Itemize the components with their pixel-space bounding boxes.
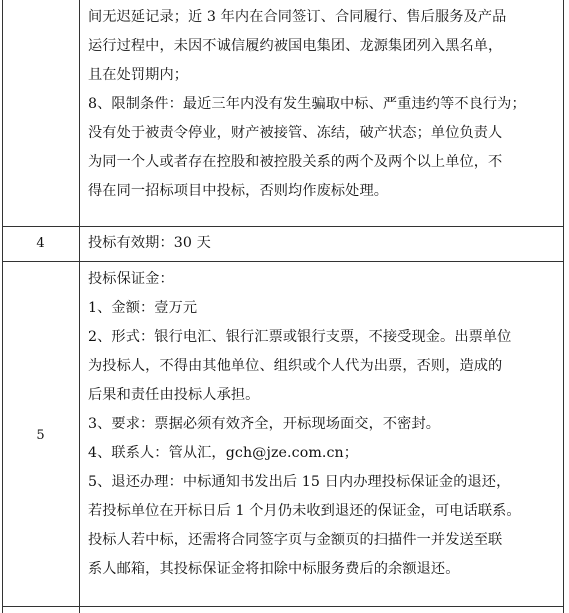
- table-row-content: [88, 3, 560, 206]
- row-number: 5: [36, 428, 45, 443]
- text-line: 且在处罚期内；: [88, 67, 189, 83]
- text-line: 3、要求：票据必须有效齐全，开标现场面交，不密封。: [88, 416, 441, 432]
- table-row-content: [88, 265, 560, 584]
- text-line: 为同一个人或者存在控股和被控股关系的两个及两个以上单位，不: [88, 154, 503, 170]
- text-line: 8、限制条件：最近三年内没有发生骗取中标、严重违约等不良行为；: [88, 96, 526, 112]
- text-line: 为投标人，不得由其他单位、组织或个人代为出票，否则，造成的: [88, 358, 503, 374]
- text-line: 4、联系人：管从汇，gch@jze.com.cn；: [88, 445, 359, 461]
- text-line: 后果和责任由投标人承担。: [88, 387, 260, 403]
- text-line: 若投标单位在开标日后 1 个月仍未收到退还的保证金，可电话联系。: [88, 503, 521, 519]
- text-line: 系人邮箱，其投标保证金将扣除中标服务费后的余额退还。: [88, 561, 460, 577]
- text-line: 没有处于被责令停业，财产被接管、冻结，破产状态；单位负责人: [88, 125, 503, 141]
- table-row-content: [88, 229, 560, 258]
- row-divider: [2, 226, 564, 227]
- row-number: 4: [36, 236, 45, 251]
- table-border-left: [2, 0, 3, 613]
- document-table: [2, 0, 564, 613]
- table-border-right: [563, 0, 564, 613]
- text-line: 投标人若中标，还需将合同签字页与金额页的扫描件一并发送至联: [88, 532, 503, 548]
- text-line: 得在同一招标项目中投标，否则均作废标处理。: [88, 183, 389, 199]
- text-line: 5、退还办理：中标通知书发出后 15 日内办理投标保证金的退还，: [88, 474, 511, 490]
- text-line: 运行过程中，未因不诚信履约被国电集团、龙源集团列入黑名单，: [88, 38, 503, 54]
- row-divider: [2, 261, 564, 262]
- row-divider: [2, 606, 564, 607]
- text-line: 间无迟延记录；近 3 年内在合同签订、合同履行、售后服务及产品: [88, 9, 507, 25]
- text-line: 投标保证金：: [88, 271, 174, 287]
- text-line: 1、金额：壹万元: [88, 300, 198, 316]
- text-line: 2、形式：银行电汇、银行汇票或银行支票，不接受现金。出票单位: [88, 329, 512, 345]
- text-line: 投标有效期：30 天: [88, 235, 211, 251]
- table-column-divider: [79, 0, 80, 613]
